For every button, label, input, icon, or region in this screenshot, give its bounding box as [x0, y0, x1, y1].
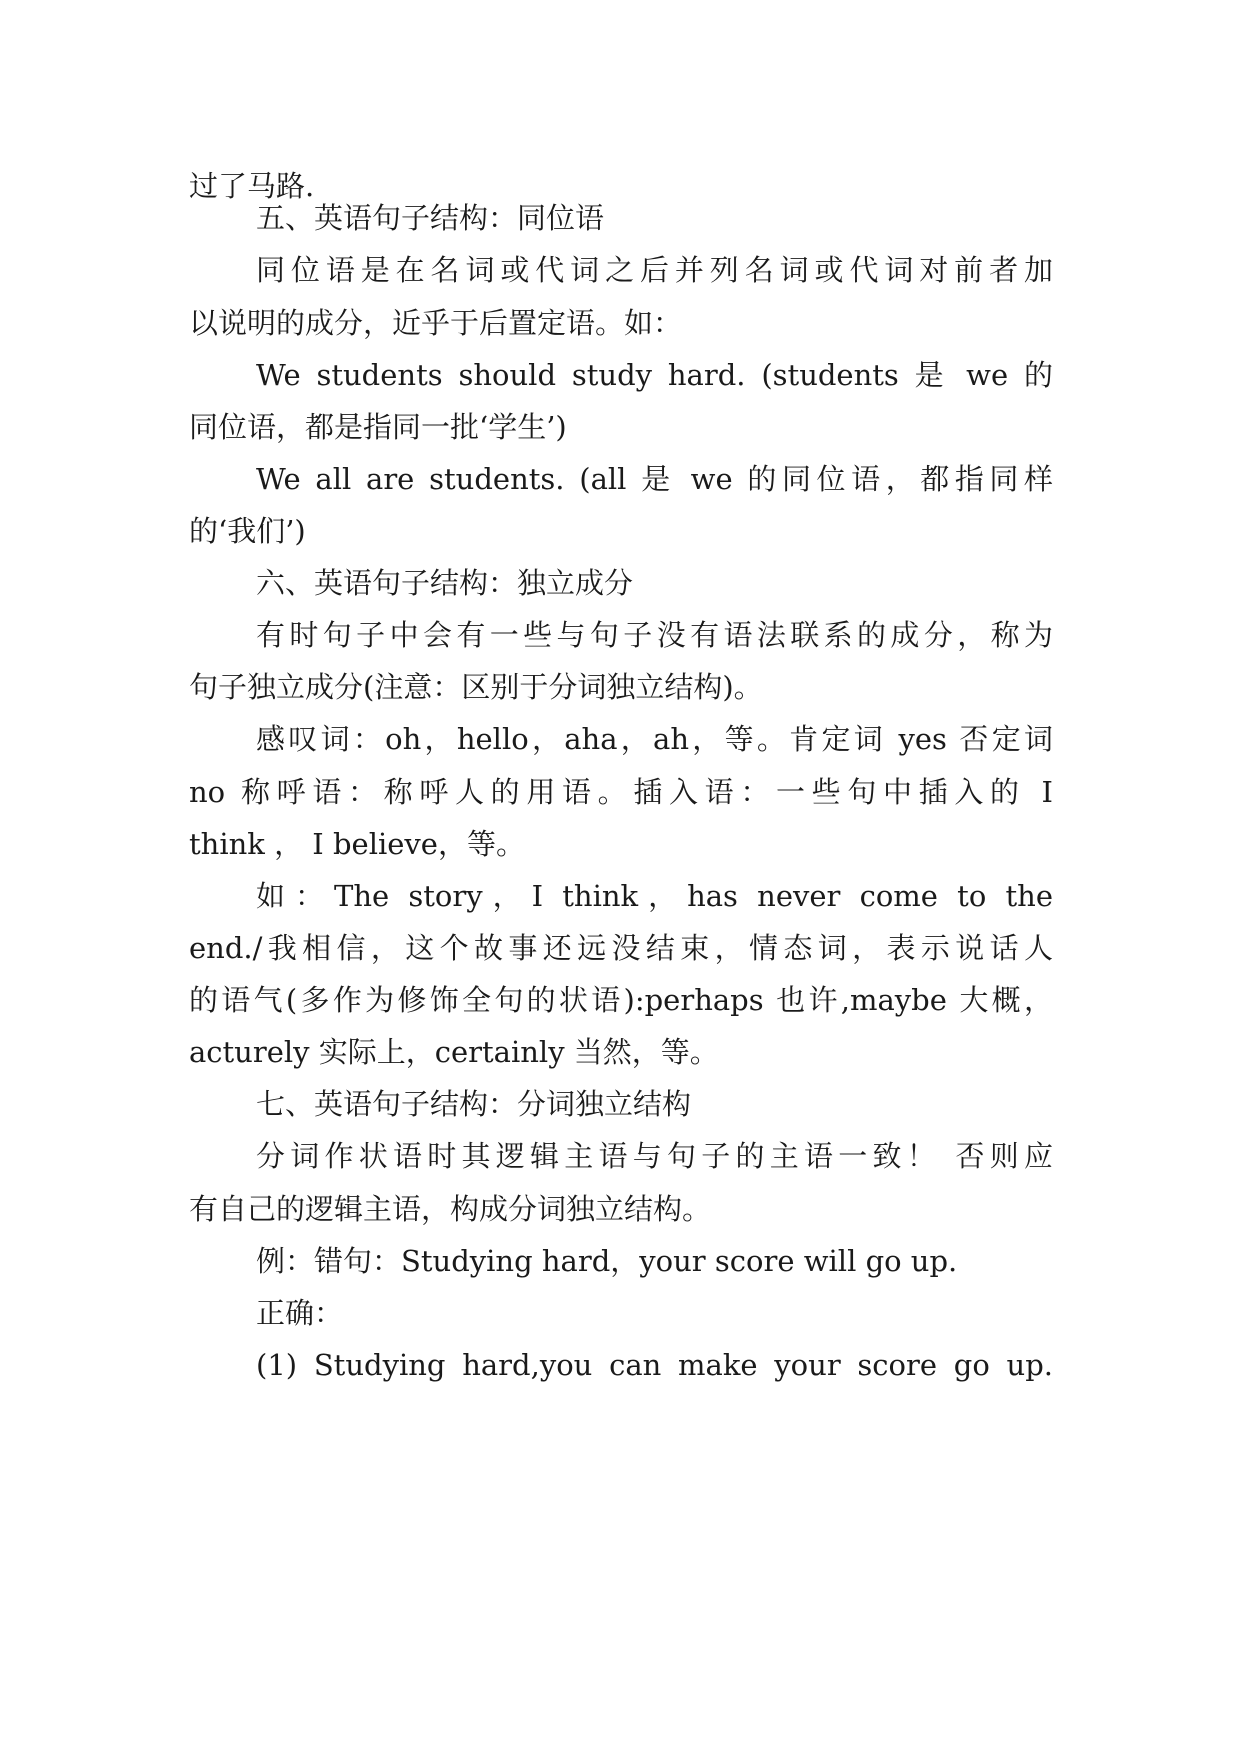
text-line: 过了马路. [189, 169, 315, 203]
text-line: 分词作状语时其逻辑主语与句子的主语一致！ 否则应 [256, 1139, 1053, 1173]
section-heading: 六、英语句子结构：独立成分 [256, 566, 634, 600]
text-line: (1) Studying hard,you can make your score go up. [256, 1348, 1053, 1382]
text-line: 同位语，都是指同一批‘学生’) [189, 410, 567, 444]
text-line: 以说明的成分，近乎于后置定语。如： [189, 306, 683, 340]
text-line: no 称呼语：称呼人的用语。插入语：一些句中插入的 I [189, 775, 1053, 809]
text-line: 有时句子中会有一些与句子没有语法联系的成分，称为 [256, 618, 1053, 652]
text-line: 同位语是在名词或代词之后并列名词或代词对前者加 [256, 253, 1053, 287]
text-line: We students should study hard. (students 是 we 的 [256, 358, 1053, 392]
text-line: acturely 实际上，certainly 当然，等。 [189, 1035, 719, 1069]
text-line: think ， I believe，等。 [189, 827, 525, 861]
text-line: 例：错句：Studying hard，your score will go up. [256, 1244, 958, 1278]
text-line: 的语气(多作为修饰全句的状语):perhaps 也许,maybe 大概， [189, 983, 1053, 1017]
text-line: 如：The story，I think，has never come to the [256, 879, 1053, 913]
text-line: 有自己的逻辑主语，构成分词独立结构。 [189, 1192, 712, 1226]
text-line: We all are students. (all 是 we 的同位语，都指同样 [256, 462, 1053, 496]
text-line: 感叹词：oh，hello，aha，ah，等。肯定词 yes 否定词 [256, 722, 1053, 756]
text-line: 正确： [256, 1296, 344, 1330]
text-line: end./我相信，这个故事还远没结束，情态词，表示说话人 [189, 931, 1053, 965]
text-line: 的‘我们’) [189, 514, 306, 548]
section-heading: 五、英语句子结构：同位语 [256, 201, 605, 235]
section-heading: 七、英语句子结构：分词独立结构 [256, 1087, 692, 1121]
text-line: 句子独立成分(注意：区别于分词独立结构)。 [189, 670, 763, 704]
